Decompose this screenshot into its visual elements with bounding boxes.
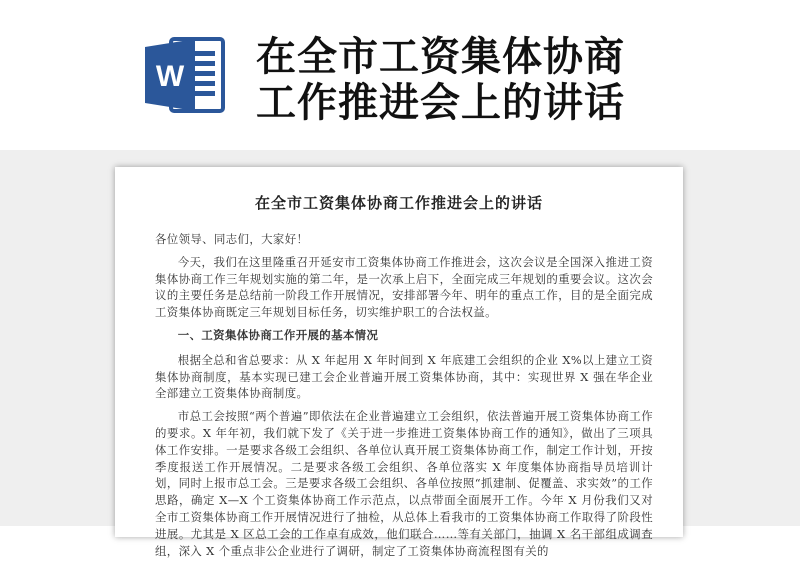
paragraph-requirements: 根据全总和省总要求：从 X 年起用 X 年时间到 X 年底建工会组织的企业 X%以上建立工资集体协商制度，基本实现已建工会企业普遍开展工资集体协商，其中：实现世界 X 强在华企业全部建立工资集体协商制度。 (155, 352, 653, 401)
page-body (155, 231, 653, 565)
paragraph-progress: 市总工会按照“两个普遍”即依法在企业普遍建立工会组织，依法普遍开展工资集体协商工作的要求。X 年年初，我们就下发了《关于进一步推进工资集体协商工作的通知》，做出了三项具体工作安排。一是要求各级工会组织、各单位认真开展工资集体协商工作，制定工作计划，开按季度报送工作开展情况。二是要求各级工会组织、各单位落实 X 年度集体协商指导员培训计划，同时上报市总工会。三是要求各级工会组织、各单位按照“抓建制、促覆盖、求实效”的工作思路，确定 X—X 个工资集体协商工作示范点，以点带面全面展开工作。今年 X 月份我们又对全市工资集体协商工作开展情况进行了抽检，从总体上看我市的工资集体协商工作取得了阶段性进展。尤其是 X 区总工会的工作卓有成效，他们联合……等有关部门，抽调 X 名干部组成调查组，深入 X 个重点非公企业进行了调研，制定了工资集体协商流程图有关的 (155, 409, 653, 558)
document-title (256, 34, 625, 126)
paragraph-intro: 今天，我们在这里隆重召开延安市工资集体协商工作推进会，这次会议是全国深入推进工资集体协商工作三年规划实施的第二年，是一次承上启下，全面完成三年规划的重要会议。这次会议的主要任务是总结前一阶段工作开展情况，安排部署今年、明年的重点工作，目的是全面完成工资集体协商既定三年规划目标任务，切实维护职工的合法权益。 (155, 254, 653, 320)
header-banner (0, 0, 800, 150)
preview-area (0, 150, 800, 558)
word-icon (143, 33, 227, 117)
section-heading: 一、工资集体协商工作开展的基本情况 (177, 327, 379, 342)
document-page (115, 167, 683, 558)
greeting: 各位领导、同志们，大家好！ (155, 232, 309, 246)
document-title-line1: 在全市工资集体协商 (256, 34, 625, 80)
page-heading: 在全市工资集体协商工作推进会上的讲话 (254, 194, 543, 212)
svg-text:W: W (155, 60, 185, 93)
document-title-line2: 工作推进会上的讲话 (256, 80, 625, 126)
